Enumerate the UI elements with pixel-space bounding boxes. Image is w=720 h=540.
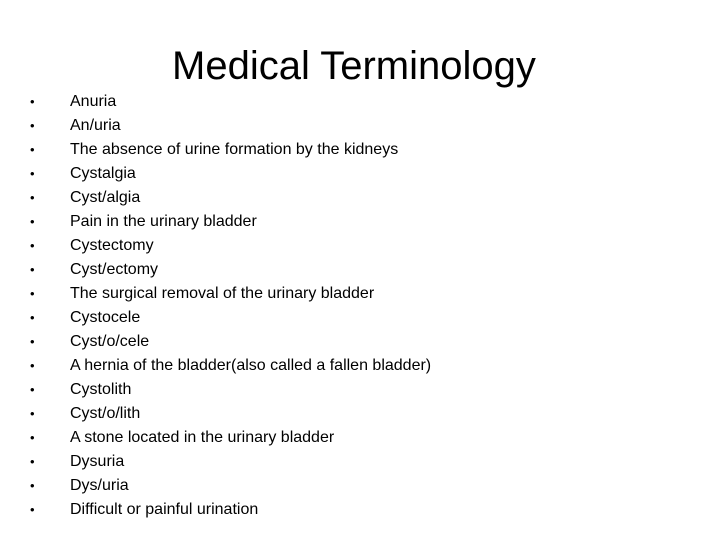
bullet-dot-icon: • xyxy=(30,214,35,229)
bullet-item xyxy=(28,114,688,138)
bullet-item xyxy=(28,258,688,282)
bullet-item xyxy=(28,90,688,114)
bullet-item xyxy=(28,402,688,426)
bullet-text: The surgical removal of the urinary bladder xyxy=(70,285,375,302)
bullet-item xyxy=(28,210,688,234)
bullet-item xyxy=(28,282,688,306)
bullet-item xyxy=(28,498,688,522)
bullet-text: Anuria xyxy=(70,93,117,110)
bullet-item xyxy=(28,306,688,330)
bullet-dot-icon: • xyxy=(30,406,35,421)
slide-title: Medical Terminology xyxy=(172,44,536,88)
bullet-dot-icon: • xyxy=(30,478,35,493)
bullet-text: Cyst/o/lith xyxy=(70,405,141,422)
bullet-dot-icon: • xyxy=(30,358,35,373)
bullet-dot-icon: • xyxy=(30,502,35,517)
bullet-dot-icon: • xyxy=(30,142,35,157)
bullet-text: A stone located in the urinary bladder xyxy=(70,429,335,446)
bullet-dot-icon: • xyxy=(30,238,35,253)
bullet-dot-icon: • xyxy=(30,118,35,133)
bullet-dot-icon: • xyxy=(30,454,35,469)
bullet-item xyxy=(28,450,688,474)
bullet-dot-icon: • xyxy=(30,94,35,109)
bullet-text: A hernia of the bladder(also called a fallen bladder) xyxy=(70,357,432,374)
bullet-dot-icon: • xyxy=(30,262,35,277)
bullet-dot-icon: • xyxy=(30,166,35,181)
bullet-text: Dysuria xyxy=(70,453,125,470)
bullet-item xyxy=(28,162,688,186)
bullet-item xyxy=(28,474,688,498)
bullet-text: Cystalgia xyxy=(70,165,136,182)
bullet-text: Cystolith xyxy=(70,381,132,398)
bullet-item xyxy=(28,426,688,450)
bullet-text: Cystectomy xyxy=(70,237,154,254)
bullet-text: Cyst/o/cele xyxy=(70,333,150,350)
bullet-item xyxy=(28,330,688,354)
bullet-text: Cystocele xyxy=(70,309,141,326)
bullet-dot-icon: • xyxy=(30,430,35,445)
bullet-dot-icon: • xyxy=(30,190,35,205)
bullet-text: Cyst/algia xyxy=(70,189,141,206)
bullet-text: Dys/uria xyxy=(70,477,129,494)
bullet-text: Pain in the urinary bladder xyxy=(70,213,257,230)
bullet-item xyxy=(28,186,688,210)
bullet-dot-icon: • xyxy=(30,286,35,301)
bullet-text: Cyst/ectomy xyxy=(70,261,159,278)
bullet-dot-icon: • xyxy=(30,334,35,349)
bullet-text: The absence of urine formation by the kidneys xyxy=(70,141,399,158)
bullet-text: An/uria xyxy=(70,117,121,134)
bullet-item xyxy=(28,354,688,378)
bullet-item xyxy=(28,378,688,402)
bullet-text: Difficult or painful urination xyxy=(70,501,259,518)
bullet-list xyxy=(28,90,688,522)
bullet-item xyxy=(28,138,688,162)
bullet-item xyxy=(28,234,688,258)
bullet-dot-icon: • xyxy=(30,310,35,325)
bullet-dot-icon: • xyxy=(30,382,35,397)
